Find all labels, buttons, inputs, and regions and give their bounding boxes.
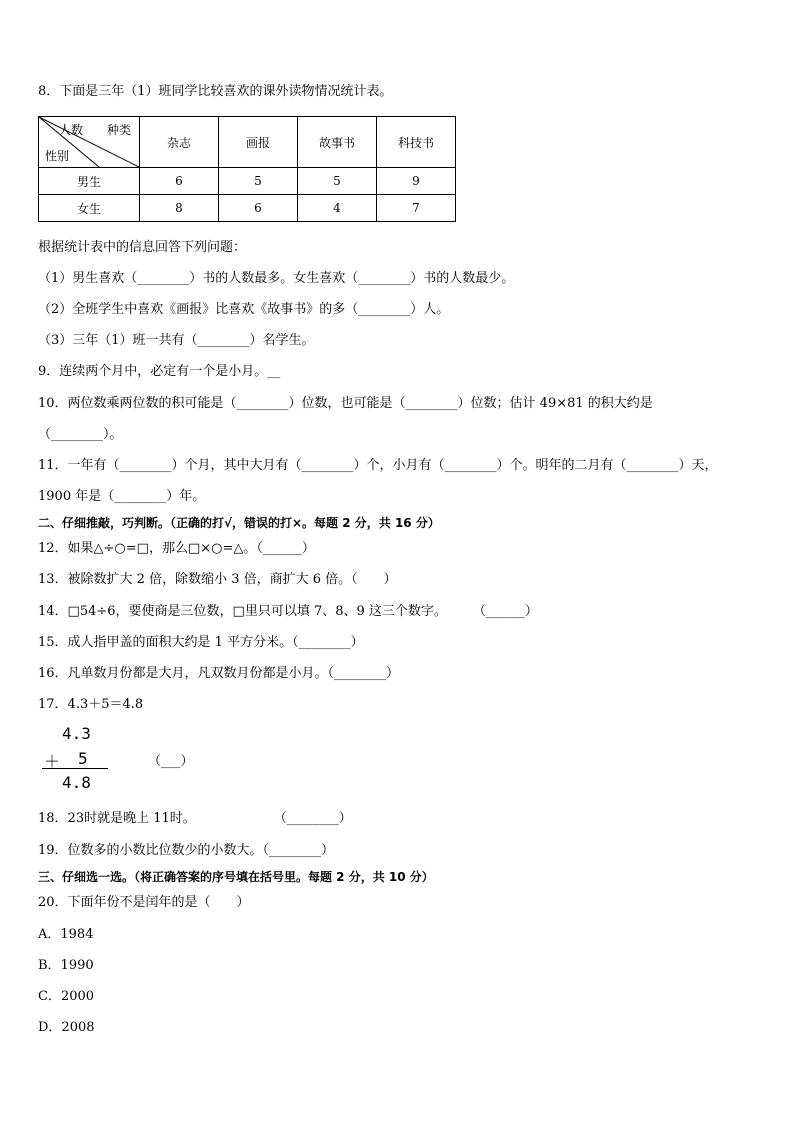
table-cell: 6 xyxy=(140,168,219,195)
option-b: B．1990 xyxy=(38,958,94,973)
question-12: 12．如果△÷○=□，那么□×○=△。（______） xyxy=(38,541,315,556)
question-8-sub3: （3）三年（1）班一共有（________）名学生。 xyxy=(38,333,315,348)
corner-label-gender: 性别 xyxy=(45,149,70,163)
table-cell: 5 xyxy=(298,168,377,195)
calc-underline xyxy=(42,768,108,769)
question-16: 16．凡单数月份都是大月，凡双数月份都是小月。（________） xyxy=(38,666,400,681)
section-2-heading: 二、仔细推敲，巧判断。（正确的打√，错误的打×。每题 2 分，共 16 分） xyxy=(38,516,440,530)
question-15: 15．成人指甲盖的面积大约是 1 平方分米。（________） xyxy=(38,635,364,650)
header-storybook: 故事书 xyxy=(298,117,377,168)
table-cell: 7 xyxy=(377,195,456,222)
option-c: C．2000 xyxy=(38,989,95,1004)
table-corner-cell xyxy=(39,117,140,168)
section-3-heading: 三、仔细选一选。（将正确答案的序号填在括号里。每题 2 分，共 10 分） xyxy=(38,870,434,884)
calc-result: 4.8 xyxy=(62,773,91,792)
table-cell: 6 xyxy=(219,195,298,222)
question-13: 13．被除数扩大 2 倍，除数缩小 3 倍，商扩大 6 倍。（ ） xyxy=(38,572,397,587)
question-8-intro: 根据统计表中的信息回答下列问题： xyxy=(38,240,247,255)
table-cell: 9 xyxy=(377,168,456,195)
corner-label-count: 人数 xyxy=(59,123,84,137)
option-d: D．2008 xyxy=(38,1020,95,1035)
row-label: 女生 xyxy=(39,195,140,222)
question-11-line2: 1900 年是（________）年。 xyxy=(38,489,206,504)
header-pictorial: 画报 xyxy=(219,117,298,168)
table-cell: 4 xyxy=(298,195,377,222)
question-11-line1: 11．一年有（________）个月，其中大月有（________）个，小月有（________）个。明年的二月有（________）天， xyxy=(38,458,718,473)
header-magazine: 杂志 xyxy=(140,117,219,168)
row-label: 男生 xyxy=(39,168,140,195)
table-cell: 5 xyxy=(219,168,298,195)
question-17-answer-blank: （___） xyxy=(148,754,194,769)
question-19: 19．位数多的小数比位数少的小数大。（________） xyxy=(38,843,335,858)
corner-label-category: 种类 xyxy=(107,123,132,137)
question-14: 14．□54÷6，要使商是三位数，□里只可以填 7、8、9 这三个数字。 （______） xyxy=(38,604,538,619)
question-17: 17．4.3＋5＝4.8 xyxy=(38,697,144,712)
calc-middle-number: 5 xyxy=(78,749,88,768)
question-8-title: 8．下面是三年（1）班同学比较喜欢的课外读物情况统计表。 xyxy=(38,84,393,99)
question-8-sub1: （1）男生喜欢（________）书的人数最多。女生喜欢（________）书的人数最少。 xyxy=(38,271,515,286)
table-row-girls xyxy=(39,195,456,222)
question-10-line1: 10．两位数乘两位数的积可能是（________）位数，也可能是（________）位数；估计 49×81 的积大约是 xyxy=(38,396,653,411)
question-9: 9．连续两个月中，必定有一个是小月。__ xyxy=(38,364,281,379)
calc-plus-sign: ＋ xyxy=(44,752,61,771)
table-row-boys xyxy=(39,168,456,195)
table-header-row xyxy=(39,117,456,168)
header-science-book: 科技书 xyxy=(377,117,456,168)
question-8-sub2: （2）全班学生中喜欢《画报》比喜欢《故事书》的多（________）人。 xyxy=(38,302,450,317)
reading-stats-table xyxy=(38,116,456,222)
option-a: A．1984 xyxy=(38,927,94,942)
calc-top-number: 4.3 xyxy=(62,724,91,743)
table-cell: 8 xyxy=(140,195,219,222)
question-18: 18．23时就是晚上 11时。 （________） xyxy=(38,811,352,826)
question-20-stem: 20．下面年份不是闰年的是（ ） xyxy=(38,895,250,910)
question-10-line2: （________）。 xyxy=(38,427,123,442)
